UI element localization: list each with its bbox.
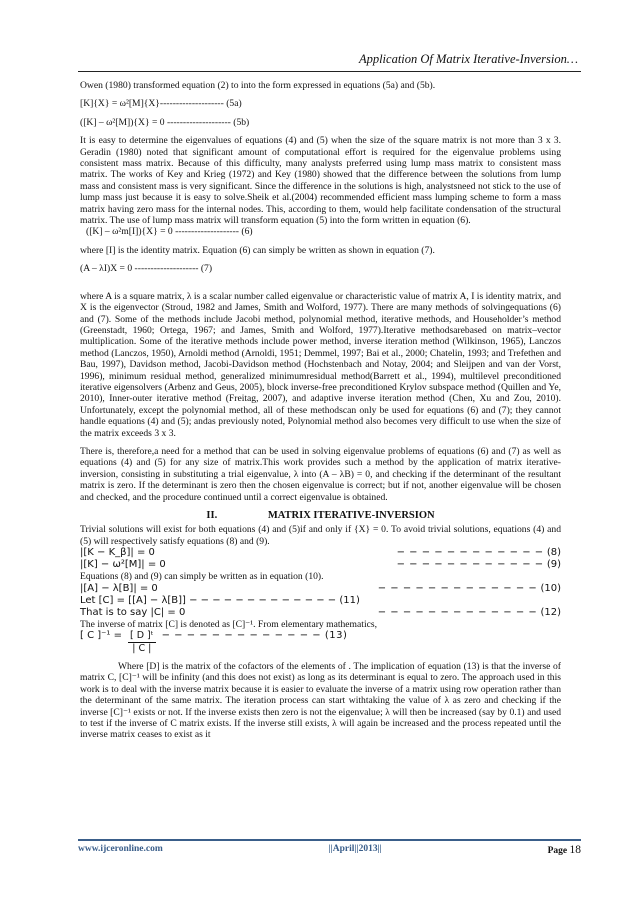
footer-page-label: Page bbox=[547, 846, 568, 856]
equation-8 bbox=[80, 547, 561, 559]
equation-12 bbox=[80, 607, 561, 619]
footer-website: www.ijceronline.com bbox=[78, 844, 163, 854]
page-footer bbox=[78, 839, 581, 856]
footer-issue: ||April||2013|| bbox=[328, 844, 382, 854]
footer-page bbox=[548, 844, 581, 856]
paragraph-owen: Owen (1980) transformed equation (2) to into the form expressed in equations (5a) and (5b). bbox=[80, 80, 436, 91]
equation-13-lhs: [ C ]⁻¹ = bbox=[80, 630, 122, 642]
paragraph-need: There is, therefore,a need for a method that can be used in solving eigenvalue problems of equations (6) and (7) as well as equations (4) and (5) for any size of matrix.This work provides such a method by the application of matrix iterative-inversion, consisting in substituting a trial eigenvalue, λ into (A – λB) = 0, and checking if the determinant of the resultant matrix is zero. If the determinant is zero then the chosen eigenvalue is correct; but if not, another eigenvalue will be chosen and checked, and the procedure continued until a correct eigenvalue is obtained. bbox=[80, 445, 561, 503]
equation-6: ([K] – ω²m[I]){X} = 0 -------------------- (6) bbox=[86, 226, 253, 238]
equation-13-dashes: − − − − − − − − − − − − − (13) bbox=[161, 630, 348, 642]
section-number: II. bbox=[206, 510, 218, 521]
equation-12-dashes: − − − − − − − − − − − − − bbox=[377, 606, 538, 618]
equation-10-dashes: − − − − − − − − − − − − − bbox=[377, 582, 538, 594]
paragraph-cofactors: Where [D] is the matrix of the cofactors of the elements of . The implication of equation (13) is that the inverse of matrix C, [C]⁻¹ will be infinity (and this does not exist) as long as its determinant is equal to zero. The approach used in this work is to deal with the inverse matrix because it is easier to evaluate the inverse of a matrix using row operation rather than the determinant of the same matrix. The iteration process can start withtaking the value of λ as zero and checking if the inverse [C]⁻¹ exists or not. If the inverse exists then zero is not the eigenvalue; λ will then be increased (say by 0.1) and used to test if the inverse of C matrix exists. If the inverse still exists, λ will again be increased and the process repeated until the inverse matrix ceases to exist as it bbox=[80, 661, 561, 741]
running-header-title: Application Of Matrix Iterative-Inversion… bbox=[358, 52, 578, 66]
equation-8-tag: (8) bbox=[546, 547, 561, 559]
paragraph-eq10-intro: Equations (8) and (9) can simply be written as in equation (10). bbox=[80, 571, 324, 583]
equation-12-tag: (12) bbox=[540, 606, 561, 618]
section-title: MATRIX ITERATIVE-INVERSION bbox=[267, 510, 435, 521]
equation-13-numerator: [ D ]ᵗ bbox=[130, 630, 154, 642]
paragraph-trivial: Trivial solutions will exist for both equations (4) and (5)if and only if {X} = 0. To avoid trivial solutions, equations (4) and (5) will respectively satisfy equations (8) and (9). bbox=[80, 524, 561, 547]
paragraph-identity: where [I] is the identity matrix. Equation (6) can simply be written as shown in equation (7). bbox=[80, 244, 435, 256]
equation-10 bbox=[80, 583, 561, 595]
header-rule bbox=[78, 71, 581, 72]
equation-13-denominator: | C | bbox=[132, 643, 152, 655]
equation-5a: [K]{X} = ω²[M]{X}-------------------- (5a) bbox=[80, 98, 242, 110]
section-heading bbox=[80, 510, 561, 521]
equation-12-lhs: That is to say |C| = 0 bbox=[80, 606, 186, 618]
equation-5b: ([K] – ω²[M]){X} = 0 -------------------- (5b) bbox=[80, 116, 250, 128]
equation-9-lhs: |[K] − ω²[M]| = 0 bbox=[80, 559, 166, 571]
paragraph-eigenvalue-difficulty: It is easy to determine the eigenvalues of equations (4) and (5) when the size of the square matrix is not more than 3 x 3. Geradin (1980) noted that significant amount of computational effort is required for the eigenvalue problems using consistent mass matrix. Because of this difficulty, many analysts preferred using lump mass matrix to consistent mass matrix. The works of Key and Krieg (1972) and Key (1980) showed that the difference between the solutions from lump mass and consistent mass is very significant. Since the difference in the solutions is high, analystsneed not stick to the use of lump mass just because it is easy to solve.Sheik et al.(2004) recommended efficient mass lumping scheme to form a mass matrix having zero mass for the internal nodes. This, according to them, would help facilitate condensation of the structural matrix. The use of lump mass matrix will transform equation (5) into the form written in equation (6). bbox=[80, 135, 561, 227]
equation-8-lhs: |[K − K_β]| = 0 bbox=[80, 547, 155, 559]
equation-9-dashes: − − − − − − − − − − − − bbox=[396, 559, 544, 571]
equation-8-dashes: − − − − − − − − − − − − bbox=[396, 547, 544, 559]
equation-9 bbox=[80, 559, 561, 571]
equation-10-lhs: |[A] − λ[B]| = 0 bbox=[80, 582, 158, 594]
equation-11-text: Let [C] = [[A] − λ[B]] − − − − − − − − − − − − − (11) bbox=[80, 594, 360, 606]
paragraph-methods: where A is a square matrix, λ is a scalar number called eigenvalue or characteristic value of matrix A, I is identity matrix, and X is the eigenvector (Stroud, 1982 and James, Smith and Wolford, 1977). There are many methods of solvingequations (6) and (7). Some of the methods include Jacobi method, polynomial method, iterative methods, and Householder’s method (Greenstadt, 1960; Ortega, 1967; and James, Smith and Wolford, 1977).Iterative methodsarebased on matrix–vector multiplication. Some of the iterative methods include power method, inverse iteration method (Wilkinson, 1965), Lanczos method (Lanczos, 1950), Arnoldi method (Arnoldi, 1951; Demmel, 1997; Bai et al., 2000; Chatelin, 1993; and Trefethen and Bau, 1997), Davidson method, Jacobi-Davidson method (Hochstenbach and Notay, 2004; and Sleijpen and van der Vorst, 1996), minimum residual method, generalized minimumresidual method(Barrett et al., 1994), multilevel preconditioned iterative eigensolvers (Arbenz and Geus, 2005), block inverse-free preconditioned Krylov subspace method (Quillen and Ye, 2010), Inner-outer iterative method (Freitag, 2007), and adaptive inverse iteration method (Chen, Xu and Zou, 2010). Unfortunately, except the polynomial method, all of these methodscan only be used for equations (6) and (7); they cannot handle equations (4) and (5); andas previously noted, Polynomial method also becomes very difficult to use when the size of the matrix exceeds 3 x 3. bbox=[80, 290, 561, 439]
paragraph-inverse-intro: The inverse of matrix [C] is denoted as [C]⁻¹. From elementary mathematics, bbox=[80, 618, 377, 630]
equation-10-tag: (10) bbox=[540, 582, 561, 594]
footer-page-number: 18 bbox=[569, 844, 581, 856]
equation-11 bbox=[80, 595, 561, 607]
equation-9-tag: (9) bbox=[546, 559, 561, 571]
equation-13 bbox=[80, 630, 561, 655]
equation-13-fraction bbox=[128, 630, 156, 655]
equation-7: (A – λI)X = 0 -------------------- (7) bbox=[80, 263, 213, 275]
page-body bbox=[80, 80, 561, 741]
